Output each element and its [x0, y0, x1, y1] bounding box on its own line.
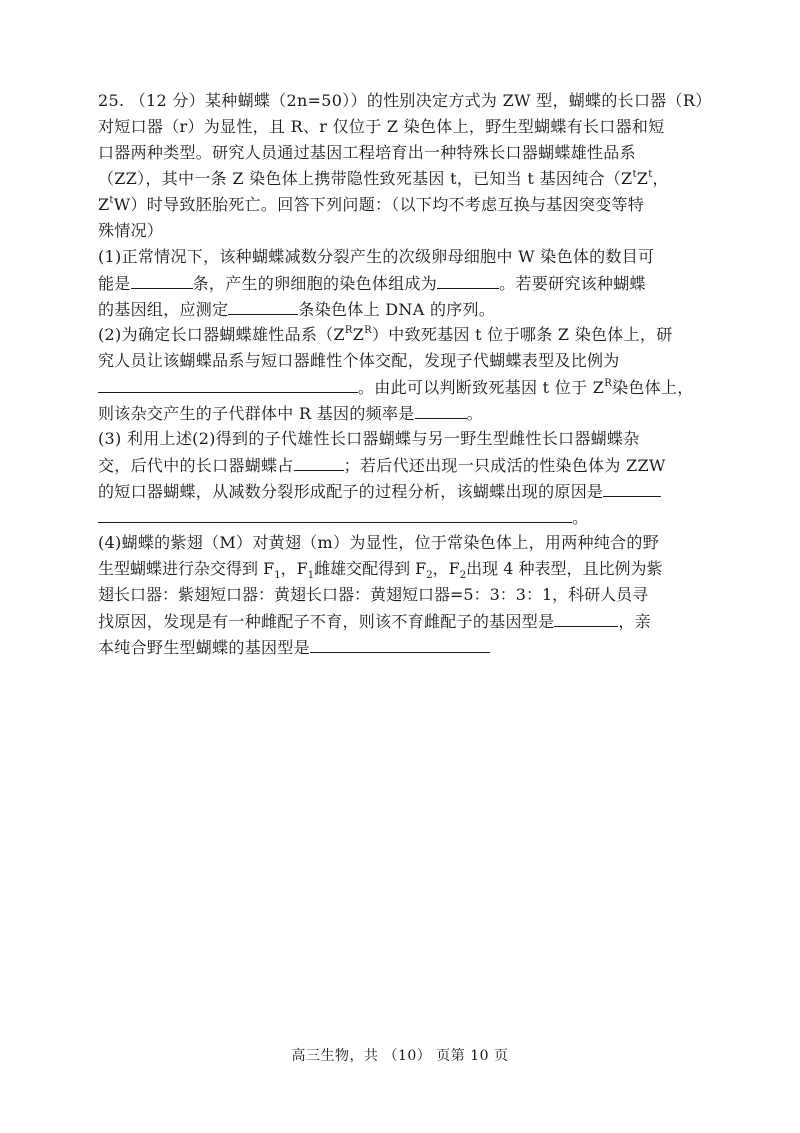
text-segment: ，F — [432, 559, 460, 578]
question-line — [98, 322, 714, 348]
text-segment: 对短口器（r）为显性，且 R、r 仅位于 Z 染色体上，野生型蝴蝶有长口器和短 — [98, 117, 665, 136]
superscript-t: t — [109, 195, 114, 206]
text-segment: 能是 — [98, 274, 131, 293]
text-segment: 翅长口器：紫翅短口器：黄翅长口器：黄翅短口器=5：3：3：1，科研人员寻 — [98, 585, 649, 604]
question-line: （ZZ），其中一条 Z 染色体上携带隐性致死基因 t，已知当 t 基因纯合（$Z^tZ^t$， — [98, 169, 669, 188]
question-25 — [98, 88, 714, 660]
answer-blank[interactable] — [310, 634, 490, 653]
answer-blank[interactable] — [603, 478, 661, 497]
answer-blank[interactable] — [98, 374, 358, 393]
text-segment: 殊情况） — [98, 221, 164, 240]
text-segment: 条染色体上 DNA 的序列。 — [298, 300, 496, 319]
answer-blank[interactable] — [228, 296, 298, 315]
text-segment: 条，产生的卵细胞的染色体组成为 — [192, 274, 438, 293]
subscript-2: 2 — [459, 570, 467, 581]
question-line — [98, 374, 714, 400]
superscript-R: R — [344, 325, 353, 336]
answer-blank[interactable] — [98, 504, 572, 523]
answer-blank[interactable] — [554, 608, 618, 627]
question-line — [98, 270, 714, 296]
question-line — [98, 556, 714, 582]
text-segment: 。若要研究该种蝴蝶 — [499, 274, 646, 293]
question-line — [98, 504, 714, 530]
question-line — [98, 608, 714, 634]
text-segment: 交，后代中的长口器蝴蝶占 — [98, 456, 294, 475]
text-segment: 25. （12 分）某种蝴蝶（2n=50））的性别决定方式为 ZW 型，蝴蝶的长口器（R） — [98, 91, 712, 110]
page-footer: 高三生物，共 （10） 页第 10 页 — [291, 1048, 509, 1064]
superscript-r: R — [364, 325, 372, 336]
question-line — [98, 452, 714, 478]
answer-blank[interactable] — [131, 270, 193, 289]
question-line — [98, 140, 714, 166]
superscript-R: R — [604, 378, 613, 389]
question-line — [98, 296, 714, 322]
superscript-t: t — [632, 169, 637, 180]
text-segment: (4)蝴蝶的紫翅（M）对黄翅（m）为显性，位于常染色体上，用两种纯合的野 — [98, 533, 660, 552]
subscript-2: 2 — [426, 570, 433, 581]
text-segment: W）时导致胚胎死亡。回答下列问题：（以下均不考虑互换与基因突变等特 — [113, 195, 645, 214]
text-segment: 本纯合野生型蝴蝶的基因型是 — [98, 638, 310, 657]
subscript-1: 1 — [274, 570, 281, 581]
text-segment: ；若后代还出现一只成活的性染色体为 ZZW — [343, 456, 666, 475]
text-segment: 。 — [572, 508, 589, 527]
text-segment: (2)为确定长口器蝴蝶雄性品系（Z — [98, 325, 345, 344]
text-segment: 的基因组，应测定 — [98, 300, 229, 319]
text-segment: 。 — [466, 404, 483, 423]
text-segment: 究人员让该蝴蝶品系与短口器雌性个体交配，发现子代蝴蝶表型及比例为 — [98, 351, 620, 370]
text-segment: ，亲 — [618, 612, 652, 631]
text-segment: 生型蝴蝶进行杂交得到 F — [98, 559, 275, 578]
superscript-t: t — [648, 169, 653, 180]
subscript-1: 1 — [307, 570, 315, 581]
text-segment: ，F — [280, 559, 308, 578]
text-segment: 找原因，发现是有一种雌配子不育，则该不育雌配子的基因型是 — [98, 612, 555, 631]
question-line — [98, 218, 714, 244]
text-segment: 出现 4 种表型，且比例为紫 — [466, 559, 663, 578]
text-segment: 雌雄交配得到 F — [314, 559, 427, 578]
question-line — [98, 348, 714, 374]
text-segment: Z — [98, 195, 110, 214]
question-line — [98, 478, 714, 504]
text-segment: 的短口器蝴蝶，从减数分裂形成配子的过程分析，该蝴蝶出现的原因是 — [98, 482, 604, 501]
question-line — [98, 530, 714, 556]
text-segment: Z — [352, 325, 365, 344]
question-line — [98, 88, 714, 114]
text-segment: 。由此可以判断致死基因 t 位于 Z — [358, 378, 605, 397]
answer-blank[interactable] — [415, 400, 467, 419]
text-segment: (1)正常情况下，该种蝴蝶减数分裂产生的次级卵母细胞中 W 染色体的数目可 — [98, 247, 655, 266]
question-line — [98, 192, 714, 218]
text-segment: 则该杂交产生的子代群体中 R 基因的频率是 — [98, 404, 415, 423]
answer-blank[interactable] — [437, 270, 499, 289]
question-line — [98, 400, 714, 426]
text-segment: 口器两种类型。研究人员通过基因工程培育出一种特殊长口器蝴蝶雄性品系 — [98, 143, 636, 162]
question-line — [98, 426, 714, 452]
answer-blank[interactable] — [294, 452, 344, 471]
question-line — [98, 114, 714, 140]
text-segment: ）中致死基因 t 位于哪条 Z 染色体上，研 — [372, 325, 673, 344]
question-line — [98, 582, 714, 608]
text-segment: (3) 利用上述(2)得到的子代雄性长口器蝴蝶与另一野生型雌性长口器蝴蝶杂 — [98, 429, 640, 448]
text-segment: 染色体上， — [612, 378, 694, 397]
text-segment: Z — [636, 169, 649, 188]
text-segment: （ZZ），其中一条 Z 染色体上携带隐性致死基因 t，已知当 t 基因纯合（Z — [98, 169, 633, 188]
question-line — [98, 244, 714, 270]
question-line — [98, 634, 714, 660]
